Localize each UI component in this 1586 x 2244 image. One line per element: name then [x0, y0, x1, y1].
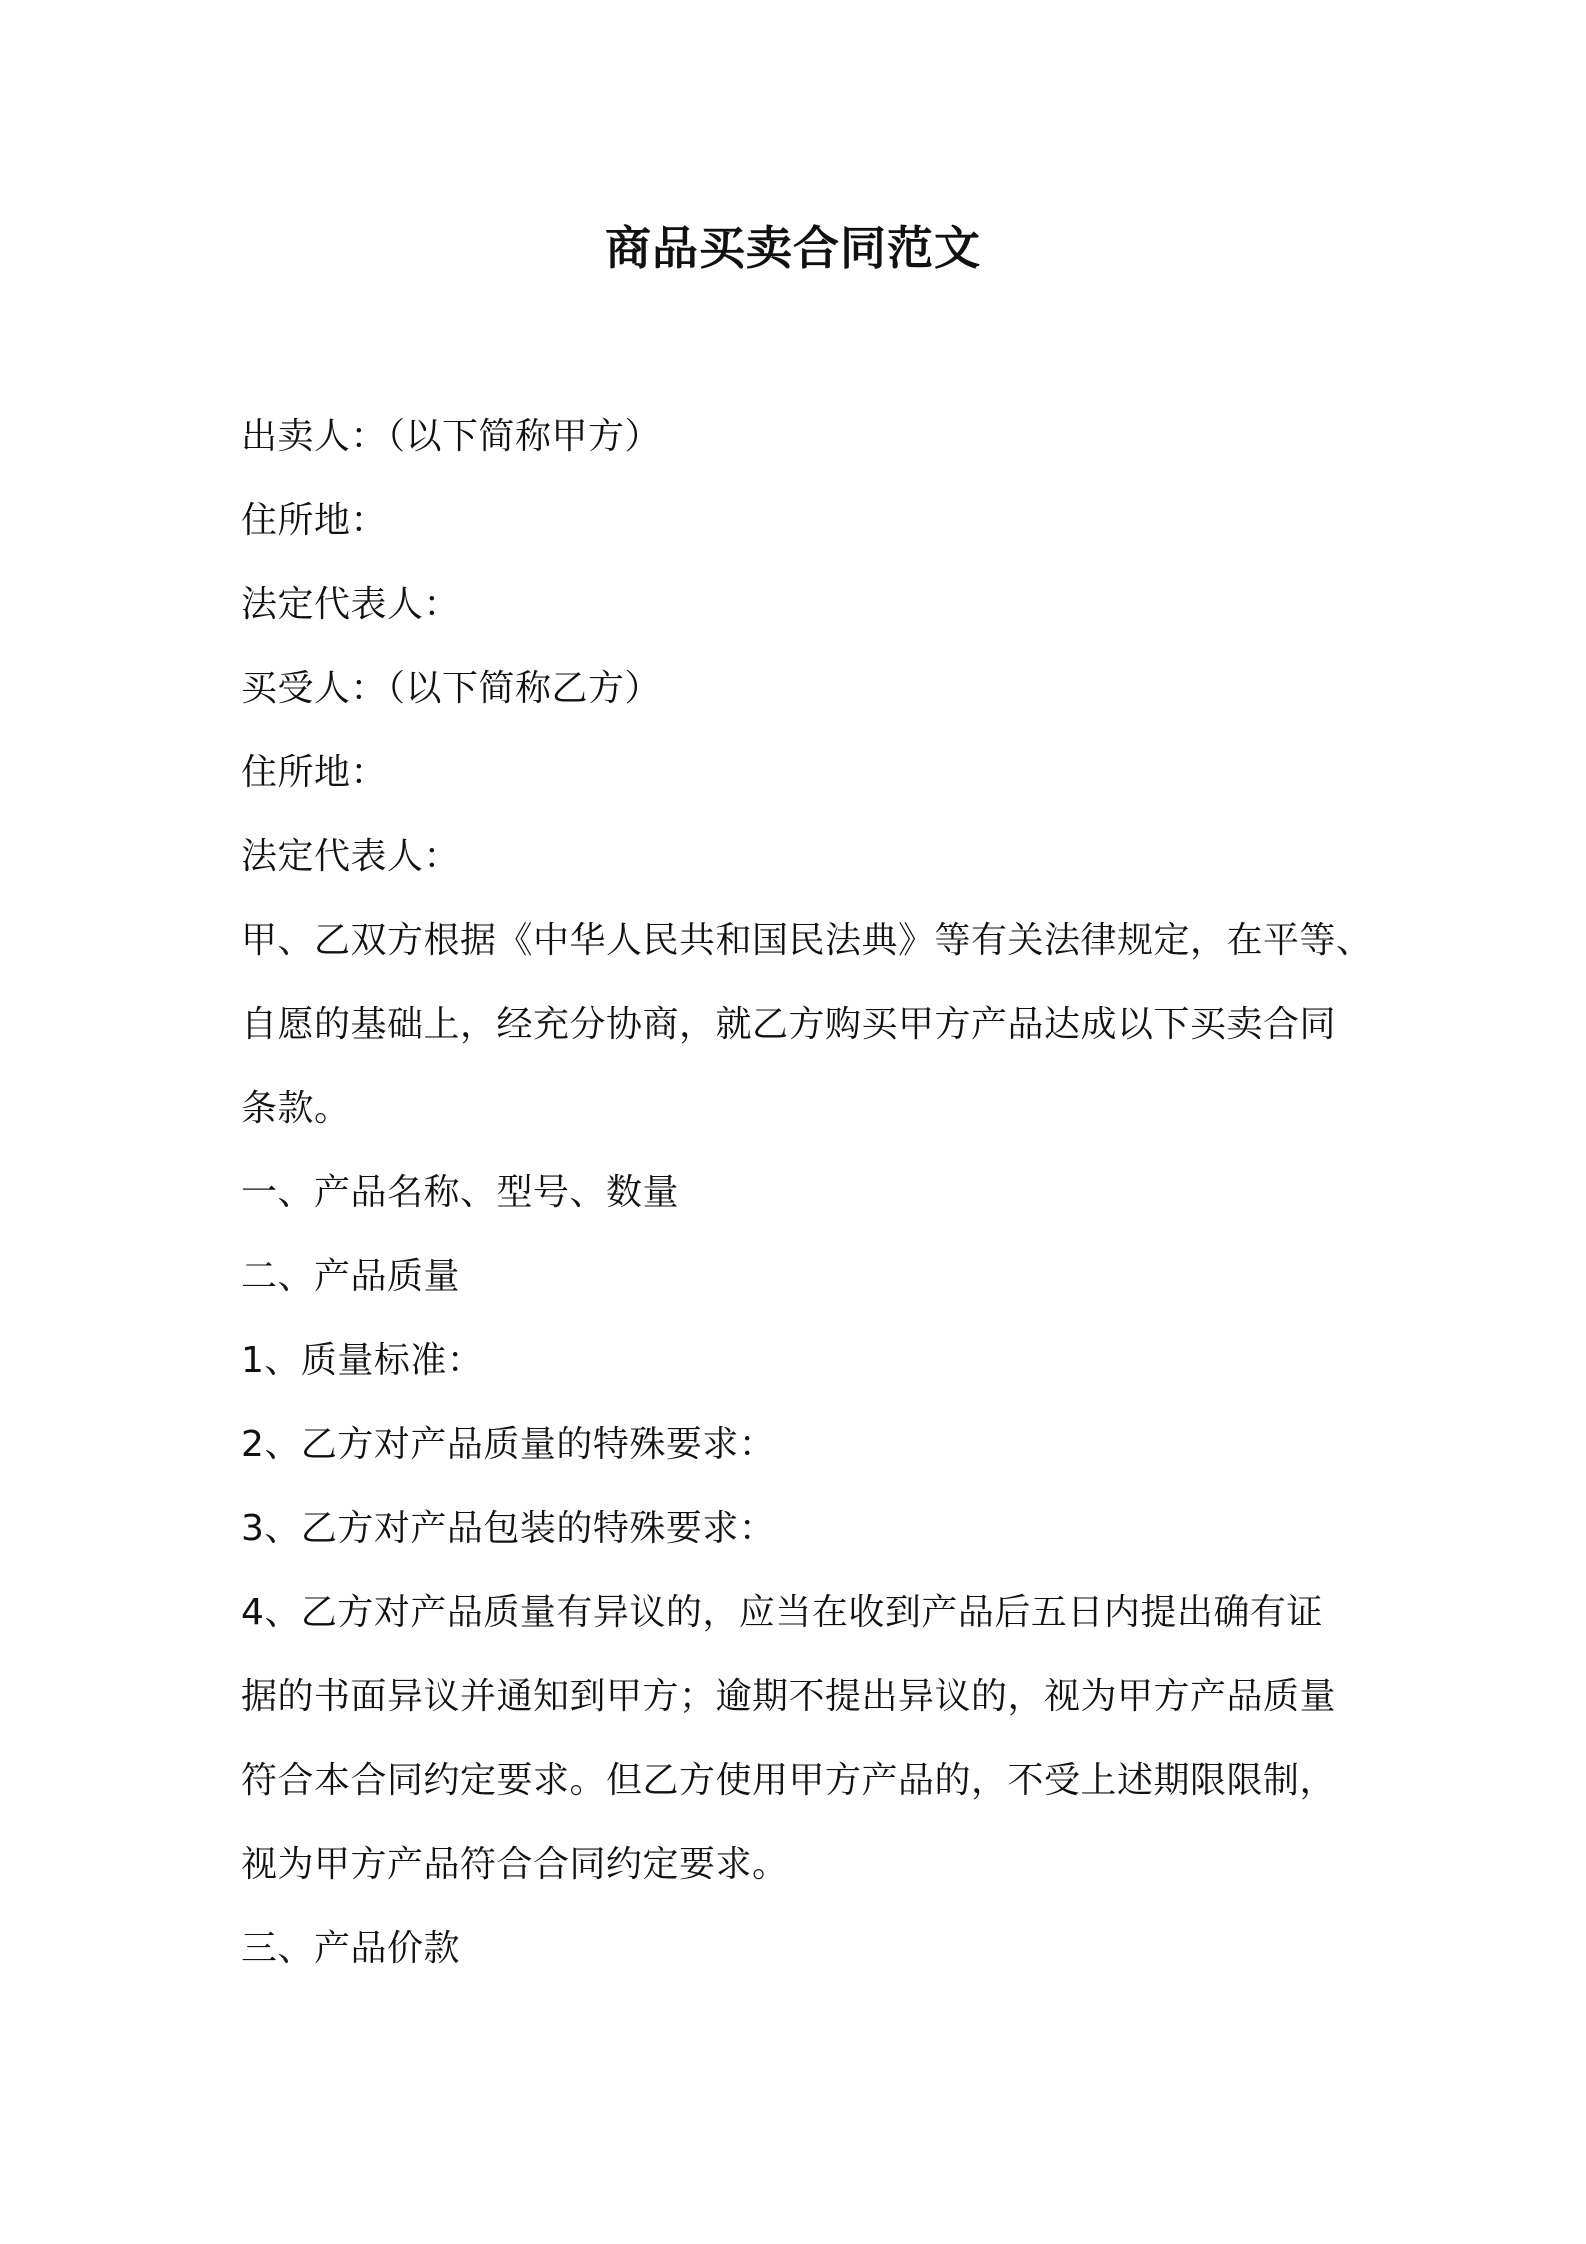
clause-2-3: 3、乙方对产品包装的特殊要求： [241, 1508, 776, 1549]
document-title: 商品买卖合同范文 [605, 221, 981, 275]
buyer-representative-line: 法定代表人： [241, 836, 461, 877]
buyer-address-line: 住所地： [241, 752, 388, 793]
buyer-line: 买受人：（以下简称乙方） [241, 668, 662, 709]
clause-2-2: 2、乙方对产品质量的特殊要求： [241, 1424, 776, 1465]
seller-representative-line: 法定代表人： [241, 584, 461, 625]
clause-2-4-line-3: 符合本合同约定要求。但乙方使用甲方产品的，不受上述期限限制， [241, 1760, 1337, 1801]
preamble-line-3: 条款。 [241, 1088, 351, 1129]
preamble-line-2: 自愿的基础上，经充分协商，就乙方购买甲方产品达成以下买卖合同 [241, 1004, 1337, 1045]
seller-line: 出卖人：（以下简称甲方） [241, 416, 662, 457]
section-heading-3: 三、产品价款 [241, 1928, 461, 1969]
section-heading-1: 一、产品名称、型号、数量 [241, 1172, 680, 1213]
clause-2-4-line-1: 4、乙方对产品质量有异议的，应当在收到产品后五日内提出确有证 [241, 1592, 1323, 1633]
clause-2-4-line-4: 视为甲方产品符合合同约定要求。 [241, 1844, 789, 1885]
section-heading-2: 二、产品质量 [241, 1256, 461, 1297]
clause-2-1: 1、质量标准： [241, 1340, 484, 1381]
preamble-line-1: 甲、乙双方根据《中华人民共和国民法典》等有关法律规定，在平等、 [241, 920, 1373, 961]
clause-2-4-line-2: 据的书面异议并通知到甲方；逾期不提出异议的，视为甲方产品质量 [241, 1676, 1337, 1717]
seller-address-line: 住所地： [241, 500, 388, 541]
document-body [241, 395, 1373, 1991]
